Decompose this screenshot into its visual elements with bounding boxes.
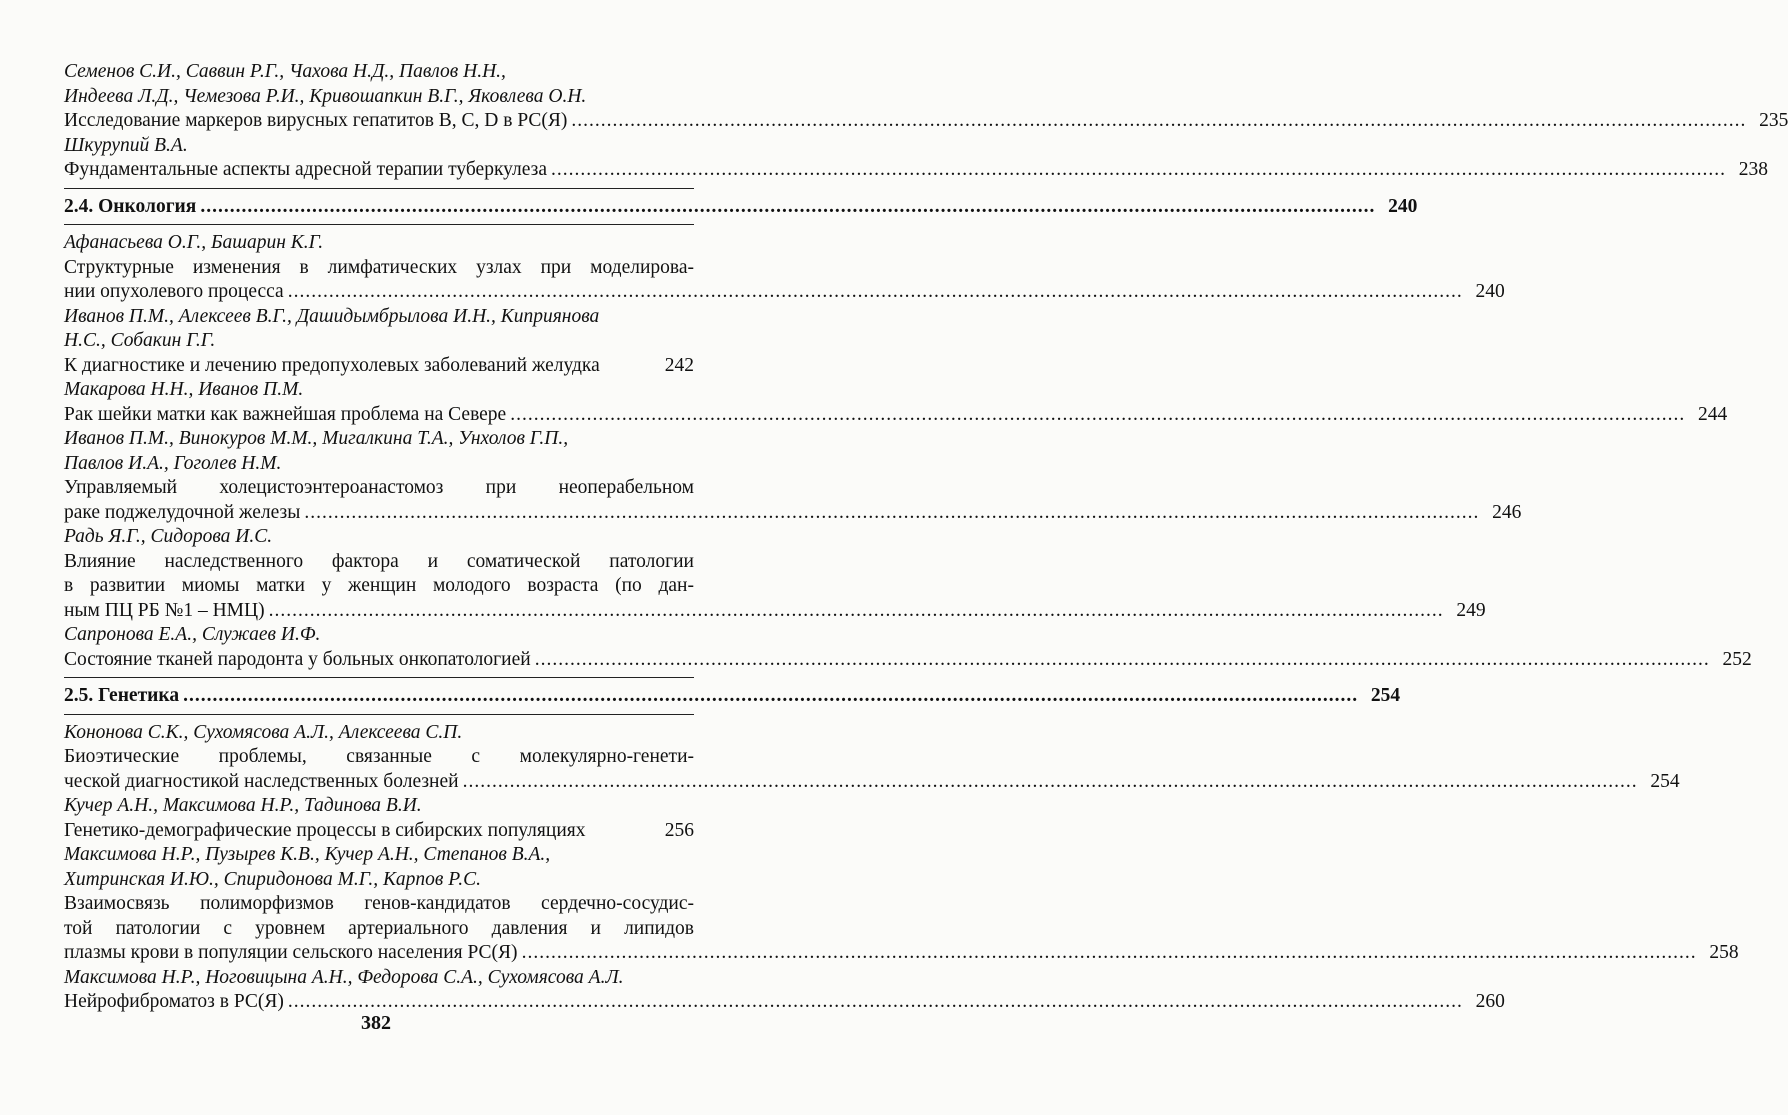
leader-dots: ........................................................................................................................................................................................................: [510, 403, 1686, 425]
toc-entry-title: [64, 599, 1486, 624]
leader-dots: ........................................................................................................................................................................................................: [287, 991, 1463, 1012]
toc-page-number: 246: [1492, 501, 1522, 523]
leader-dots: ........................................................................................................................................................................................................: [268, 599, 1444, 621]
toc-entry-title: [64, 158, 1769, 183]
toc-page-number: 244: [1697, 403, 1728, 425]
toc-entry-title: [64, 501, 1522, 526]
toc-entry-title: [64, 109, 1788, 134]
toc-authors: Кучер А.Н., Максимова Н.Р., Тадинова В.И.: [64, 795, 422, 816]
toc-authors: Максимова Н.Р., Пузырев К.В., Кучер А.Н., Степанов В.А.,: [64, 844, 551, 865]
toc-authors: Н.С., Собакин Г.Г.: [64, 330, 216, 351]
toc-authors: Индеева Л.Д., Чемезова Р.И., Кривошапкин В.Г., Яковлева О.Н.: [64, 85, 587, 107]
toc-page-number: 242: [664, 354, 694, 376]
toc-entry-title: [64, 941, 1739, 966]
toc-authors: Павлов И.А., Гоголев Н.М.: [64, 452, 282, 474]
toc-page-number: 240: [1475, 281, 1505, 302]
toc-authors: Иванов П.М., Алексеев В.Г., Дашидымбрылова И.Н., Киприянова: [64, 305, 600, 327]
leader-dots: ........................................................................................................................................................................................................: [200, 195, 1376, 217]
toc-page-number: 256: [664, 819, 694, 841]
toc-authors: Семенов С.И., Саввин Р.Г., Чахова Н.Д., Павлов Н.Н.,: [64, 61, 506, 82]
toc-title-line: в развитии миомы матки у женщин молодого возраста (по дан-: [64, 575, 694, 596]
toc-authors: Шкурупий В.А.: [64, 134, 188, 156]
toc-authors: Сапронова Е.А., Служаев И.Ф.: [64, 624, 321, 645]
leader-dots: ........................................................................................................................................................................................................: [571, 110, 1747, 131]
toc-entry-text: Нейрофиброматоз в РС(Я): [64, 991, 284, 1012]
toc-entry-text: Фундаментальные аспекты адресной терапии туберкулеза: [64, 159, 548, 180]
toc-page-number: 258: [1709, 942, 1739, 963]
toc-entry-title: [64, 280, 1505, 305]
toc-title-line: Биоэтические проблемы, связанные с молекулярно-генети-: [64, 746, 694, 767]
toc-authors: Радь Я.Г., Сидорова И.С.: [64, 526, 273, 547]
toc-entry-text: раке поджелудочной железы: [64, 501, 301, 523]
toc-entry-text: Генетико-демографические процессы в сибирских популяциях: [64, 819, 586, 841]
toc-page-number: 238: [1738, 159, 1769, 180]
toc-authors: Иванов П.М., Винокуров М.М., Мигалкина Т.А., Унхолов Г.П.,: [64, 428, 569, 449]
toc-entry-text: нии опухолевого процесса: [64, 281, 284, 302]
leader-dots: ........................................................................................................................................................................................................: [551, 159, 1727, 180]
toc-section-heading: [64, 684, 1401, 709]
table-of-contents: [64, 60, 1788, 1015]
toc-authors: Максимова Н.Р., Ноговицына А.Н., Федорова С.А., Сухомясова А.Л.: [64, 966, 624, 988]
toc-entry-title: [64, 770, 1680, 795]
section-divider: [64, 677, 694, 678]
toc-page-number: 260: [1475, 991, 1505, 1012]
toc-entry-text: Рак шейки матки как важнейшая проблема на Севере: [64, 403, 507, 425]
toc-entry-title: [64, 819, 694, 844]
toc-entry-text: К диагностике и лечению предопухолевых заболеваний желудка: [64, 354, 600, 376]
toc-entry-title: [64, 648, 1752, 673]
toc-entry-text: плазмы крови в популяции сельского населения РС(Я): [64, 942, 518, 963]
page-number: 382: [361, 1012, 391, 1034]
toc-authors: Хитринская И.Ю., Спиридонова М.Г., Карпов Р.С.: [64, 868, 481, 890]
toc-authors: Макарова Н.Н., Иванов П.М.: [64, 379, 304, 400]
toc-title-line: той патологии с уровнем артериального давления и липидов: [64, 917, 694, 939]
toc-page-number: 252: [1722, 648, 1752, 670]
section-divider: [64, 714, 694, 715]
toc-entry-text: Состояние тканей пародонта у больных онкопатологией: [64, 648, 531, 670]
leader-dots: ........................................................................................................................................................................................................: [521, 942, 1697, 963]
toc-title-line: Влияние наследственного фактора и соматической патологии: [64, 550, 694, 572]
toc-section-heading: [64, 195, 1418, 220]
toc-title-line: Управляемый холецистоэнтероанастомоз при неоперабельном: [64, 477, 694, 498]
toc-title-line: Структурные изменения в лимфатических узлах при моделирова-: [64, 256, 694, 278]
toc-page-number: 254: [1650, 770, 1680, 792]
toc-authors: Афанасьева О.Г., Башарин К.Г.: [64, 232, 324, 253]
toc-authors: Кононова С.К., Сухомясова А.Л., Алексеева С.П.: [64, 721, 463, 743]
toc-page-number: 249: [1456, 599, 1486, 621]
toc-entry-text: ным ПЦ РБ №1 – НМЦ): [64, 599, 265, 621]
leader-dots: ........................................................................................................................................................................................................: [534, 648, 1710, 670]
toc-entry-text: Исследование маркеров вирусных гепатитов В, С, D в РС(Я): [64, 110, 568, 131]
toc-entry-text: 2.4. Онкология: [64, 195, 197, 217]
toc-page-number: 240: [1388, 195, 1418, 217]
toc-entry-title: [64, 990, 1505, 1015]
leader-dots: ........................................................................................................................................................................................................: [183, 685, 1359, 706]
toc-entry-text: ческой диагностикой наследственных болезней: [64, 770, 459, 792]
toc-entry-text: 2.5. Генетика: [64, 685, 180, 706]
toc-entry-title: [64, 403, 1728, 428]
toc-entry-title: [64, 354, 694, 379]
leader-dots: ........................................................................................................................................................................................................: [304, 501, 1480, 523]
toc-page-number: 254: [1370, 685, 1401, 706]
toc-page-number: 235: [1759, 110, 1788, 131]
section-divider: [64, 224, 694, 225]
section-divider: [64, 188, 694, 189]
leader-dots: ........................................................................................................................................................................................................: [462, 770, 1638, 792]
toc-title-line: Взаимосвязь полиморфизмов генов-кандидатов сердечно-сосудис-: [64, 893, 694, 914]
leader-dots: ........................................................................................................................................................................................................: [287, 281, 1463, 302]
